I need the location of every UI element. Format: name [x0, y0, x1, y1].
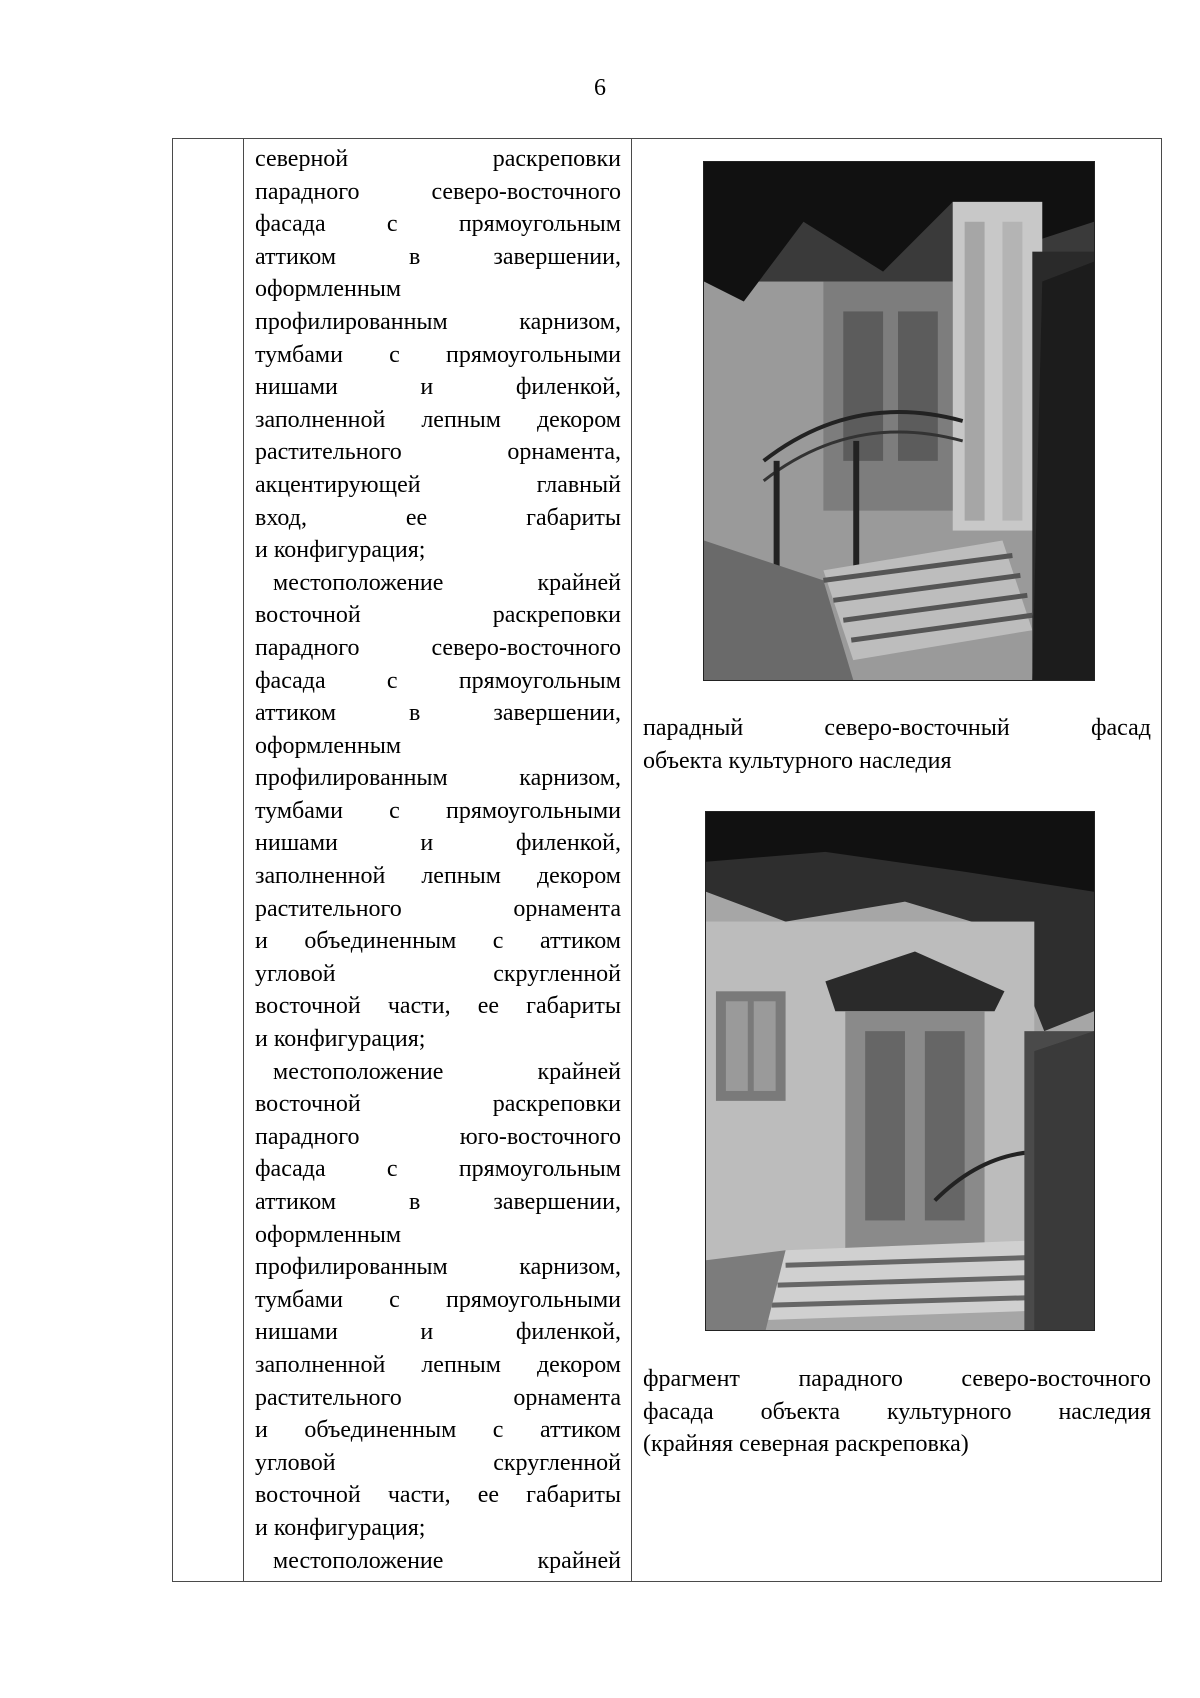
- text-line: [255, 208, 621, 241]
- text-word: северо-восточного: [431, 634, 621, 661]
- text-word: юго-восточного: [459, 1123, 621, 1150]
- text-line: [255, 404, 621, 437]
- text-word: аттиком: [539, 928, 621, 955]
- text-word: парадного: [255, 1123, 360, 1150]
- text-word: фрагмент: [643, 1366, 740, 1392]
- text-word: декором: [536, 406, 621, 433]
- text-word: парадного: [255, 178, 360, 205]
- text-word: орнамента,: [507, 439, 621, 466]
- text-line: [255, 860, 621, 893]
- text-word: крайней: [537, 1547, 621, 1574]
- text-word: оформленным: [255, 276, 402, 303]
- text-word: объединенным: [304, 1417, 457, 1444]
- description-text-column: [255, 143, 621, 1577]
- text-word: акцентирующей: [255, 471, 421, 498]
- text-word: раскреповки: [492, 602, 621, 629]
- text-line: [255, 469, 621, 502]
- text-line: [255, 1284, 621, 1317]
- text-word: габариты: [526, 1482, 621, 1509]
- text-word: с: [492, 1417, 504, 1444]
- text-word: угловой: [255, 960, 336, 987]
- text-word: прямоугольными: [445, 341, 621, 368]
- text-word: с: [386, 211, 398, 238]
- text-word: местоположение: [273, 569, 444, 596]
- document-table: [172, 138, 1162, 1582]
- text-word: тумбами: [255, 797, 343, 824]
- text-word: орнамента: [513, 895, 621, 922]
- text-word: с: [389, 1286, 400, 1313]
- text-word: декором: [536, 863, 621, 890]
- text-word: раскреповки: [492, 1091, 621, 1118]
- text-word: фасада: [255, 667, 326, 694]
- text-word: и: [420, 1319, 434, 1346]
- text-word: парадный: [643, 715, 744, 741]
- text-word: профилированным: [255, 765, 448, 792]
- text-word: лепным: [421, 406, 501, 433]
- text-word: восточной: [255, 602, 361, 629]
- text-word: крайней: [537, 1058, 621, 1085]
- caption-line: [643, 1396, 1151, 1429]
- text-word: тумбами: [255, 341, 343, 368]
- caption-line: [643, 745, 1151, 778]
- text-word: ее: [405, 504, 428, 531]
- text-line: [255, 1121, 621, 1154]
- text-word: габариты: [526, 504, 621, 531]
- text-line: [255, 1186, 621, 1219]
- text-line: [255, 502, 621, 535]
- text-word: прямоугольными: [445, 1286, 621, 1313]
- text-word: габариты: [526, 993, 621, 1020]
- text-word: карнизом,: [519, 1254, 621, 1281]
- text-line: [255, 339, 621, 372]
- text-line: [255, 925, 621, 958]
- text-line: [255, 1447, 621, 1480]
- text-word: вход,: [255, 504, 307, 531]
- text-word: местоположение: [273, 1547, 444, 1574]
- facade-photo: [703, 161, 1095, 681]
- caption-line: [643, 1428, 1151, 1461]
- text-line: [255, 1479, 621, 1512]
- text-line: [255, 827, 621, 860]
- text-word: растительного: [255, 895, 402, 922]
- text-word: ее: [477, 1482, 500, 1509]
- text-word: угловой: [255, 1449, 336, 1476]
- caption-line: [643, 712, 1151, 745]
- text-word: аттиком: [255, 1189, 337, 1215]
- text-word: оформленным: [255, 732, 402, 759]
- text-word: с: [386, 667, 398, 694]
- text-word: оформленным: [255, 1221, 402, 1248]
- text-word: ее: [477, 993, 500, 1020]
- text-word: в: [409, 1189, 421, 1215]
- text-word: и конфигурация;: [255, 1514, 426, 1541]
- text-word: и: [420, 830, 434, 857]
- text-line: [255, 273, 621, 306]
- text-word: восточной: [255, 1482, 361, 1509]
- table-column-divider: [631, 139, 632, 1581]
- text-word: растительного: [255, 439, 402, 466]
- text-line: [255, 241, 621, 274]
- text-word: северо-восточного: [961, 1366, 1151, 1392]
- text-word: объекта культурного наследия: [643, 747, 952, 774]
- text-word: аттиком: [539, 1417, 621, 1444]
- text-word: парадного: [798, 1366, 903, 1392]
- text-line: [255, 1251, 621, 1284]
- table-column-divider: [243, 139, 244, 1581]
- text-word: аттиком: [255, 243, 337, 270]
- text-line: [255, 990, 621, 1023]
- text-word: парадного: [255, 634, 360, 661]
- text-word: завершении,: [493, 243, 621, 270]
- text-word: главный: [536, 471, 621, 498]
- text-line: [255, 176, 621, 209]
- text-word: скругленной: [493, 1449, 621, 1476]
- text-word: и: [255, 1417, 268, 1444]
- text-word: лепным: [421, 863, 501, 890]
- text-word: объекта: [760, 1398, 841, 1425]
- text-word: прямоугольным: [458, 211, 621, 238]
- text-word: орнамента: [513, 1384, 621, 1411]
- text-word: с: [492, 928, 504, 955]
- text-line: [255, 958, 621, 991]
- text-line: [255, 665, 621, 698]
- text-word: филенкой,: [515, 830, 621, 857]
- text-word: скругленной: [493, 960, 621, 987]
- text-word: объединенным: [304, 928, 457, 955]
- text-word: тумбами: [255, 1286, 343, 1313]
- fragment-photo: [705, 811, 1095, 1331]
- text-word: части,: [387, 1482, 451, 1509]
- text-word: лепным: [421, 1351, 501, 1378]
- text-line: [255, 371, 621, 404]
- text-word: фасада: [255, 211, 326, 238]
- text-line: [255, 1153, 621, 1186]
- text-word: раскреповки: [492, 146, 621, 172]
- page-number: 6: [594, 75, 606, 101]
- text-word: завершении,: [493, 700, 621, 727]
- text-word: филенкой,: [515, 374, 621, 401]
- text-word: и: [255, 928, 268, 955]
- text-line: [255, 1056, 621, 1089]
- text-word: заполненной: [255, 406, 386, 433]
- text-line: [255, 534, 621, 567]
- text-word: с: [389, 797, 400, 824]
- fragment-photo-caption: [643, 1363, 1151, 1461]
- text-line: [255, 306, 621, 339]
- text-word: и конфигурация;: [255, 537, 426, 564]
- text-word: нишами: [255, 1319, 338, 1346]
- text-word: северо-восточный: [824, 715, 1010, 741]
- facade-photo-caption: [643, 712, 1151, 777]
- text-word: декором: [536, 1351, 621, 1378]
- text-line: [255, 893, 621, 926]
- text-line: [255, 1023, 621, 1056]
- text-word: и конфигурация;: [255, 1026, 426, 1053]
- text-word: наследия: [1058, 1398, 1151, 1425]
- text-word: нишами: [255, 830, 338, 857]
- text-word: растительного: [255, 1384, 402, 1411]
- fragment-photo-image: [706, 812, 1094, 1330]
- text-line: [255, 762, 621, 795]
- text-word: северо-восточного: [431, 178, 621, 205]
- text-line: [255, 599, 621, 632]
- text-line: [255, 697, 621, 730]
- text-line: [255, 436, 621, 469]
- text-word: крайней: [537, 569, 621, 596]
- text-line: [255, 1349, 621, 1382]
- text-word: заполненной: [255, 1351, 386, 1378]
- text-word: с: [389, 341, 400, 368]
- text-word: восточной: [255, 1091, 361, 1118]
- text-word: прямоугольным: [458, 1156, 621, 1183]
- text-line: [255, 730, 621, 763]
- text-line: [255, 1316, 621, 1349]
- text-word: фасад: [1090, 715, 1151, 741]
- text-word: прямоугольными: [445, 797, 621, 824]
- text-word: профилированным: [255, 308, 448, 335]
- text-word: в: [409, 700, 421, 727]
- text-word: аттиком: [255, 700, 337, 727]
- text-word: завершении,: [493, 1189, 621, 1215]
- text-word: и: [420, 374, 434, 401]
- text-word: карнизом,: [519, 308, 621, 335]
- text-word: культурного: [886, 1398, 1012, 1425]
- text-word: (крайняя северная раскреповка): [643, 1431, 969, 1458]
- text-word: заполненной: [255, 863, 386, 890]
- text-word: профилированным: [255, 1254, 448, 1281]
- text-word: нишами: [255, 374, 338, 401]
- text-word: с: [386, 1156, 398, 1183]
- text-line: [255, 143, 621, 176]
- text-word: фасада: [643, 1398, 714, 1425]
- text-word: прямоугольным: [458, 667, 621, 694]
- text-line: [255, 1545, 621, 1578]
- text-line: [255, 1512, 621, 1545]
- text-word: карнизом,: [519, 765, 621, 792]
- text-line: [255, 632, 621, 665]
- text-word: фасада: [255, 1156, 326, 1183]
- text-word: филенкой,: [515, 1319, 621, 1346]
- text-word: местоположение: [273, 1058, 444, 1085]
- text-line: [255, 1219, 621, 1252]
- caption-line: [643, 1363, 1151, 1396]
- text-word: восточной: [255, 993, 361, 1020]
- text-line: [255, 1382, 621, 1415]
- text-word: в: [409, 243, 421, 270]
- text-line: [255, 1414, 621, 1447]
- text-line: [255, 1088, 621, 1121]
- facade-photo-image: [704, 162, 1094, 680]
- text-word: части,: [387, 993, 451, 1020]
- text-line: [255, 795, 621, 828]
- text-word: северной: [255, 146, 349, 172]
- text-line: [255, 567, 621, 600]
